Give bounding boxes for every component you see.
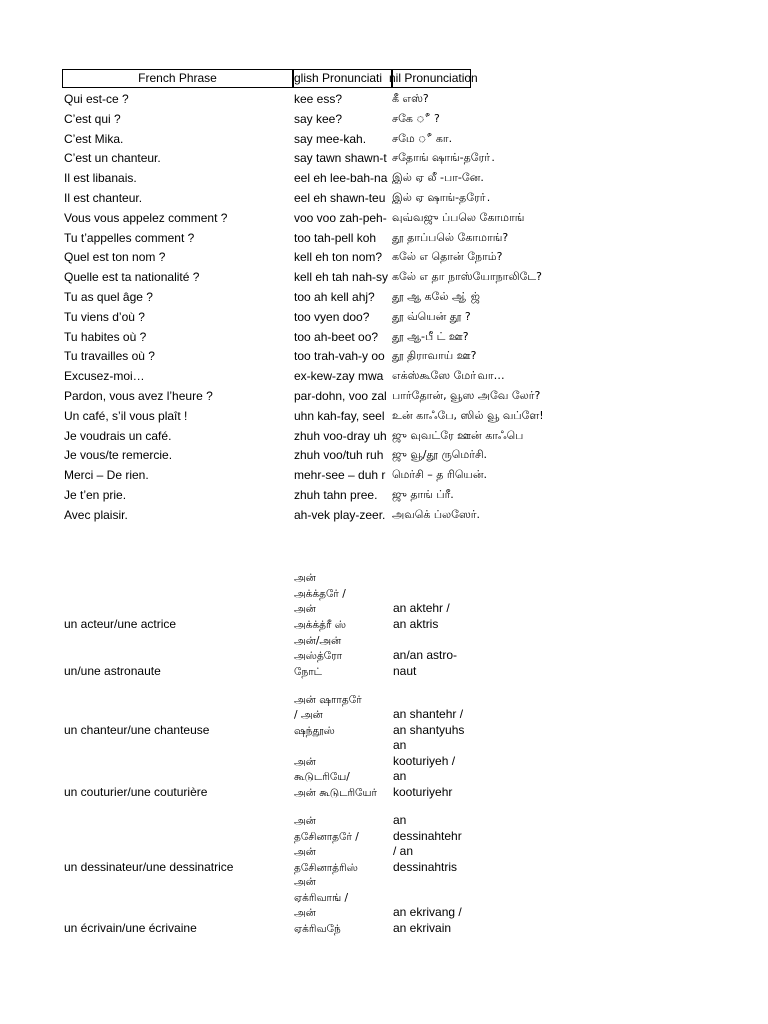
english-pronunciation-cell: mehr-see – duh r — [294, 468, 386, 483]
french-phrase-cell: Tu habites où ? — [64, 329, 147, 344]
french-phrase-cell: Il est libanais. — [64, 171, 137, 186]
english-pronunciation-cell: kell eh ton nom? — [294, 250, 383, 265]
table-row — [0, 485, 768, 505]
table-row — [0, 129, 768, 149]
tamil-pronunciation-cell: தூ ஆ கலே் ஆ் ஜ் — [392, 290, 480, 303]
french-phrase-cell: C’est qui ? — [64, 111, 121, 126]
english-pronunciation-cell: zhuh voo-dray uh — [294, 428, 387, 443]
english-pronunciation-cell: ah-vek play-zeer. — [294, 507, 386, 522]
table-row — [0, 327, 768, 347]
french-phrase-cell: Tu as quel âge ? — [64, 290, 153, 304]
french-phrase-cell: Je vous/te remercie. — [64, 448, 173, 463]
tamil-pronunciation-cell: சதோங் ஷாங்-தரோ். — [392, 151, 495, 165]
tamil-pronunciation-cell: சகே ீ ? — [392, 111, 440, 125]
profession-tamil-line: அஸ்த்ரோ — [294, 650, 343, 662]
profession-tamil-line: அன் — [294, 846, 316, 858]
tamil-pronunciation-cell: தூ வ்யென் தூ ? — [392, 309, 471, 323]
table-row — [0, 148, 768, 168]
english-pronunciation-cell: too ah kell ahj? — [294, 290, 375, 304]
english-pronunciation-cell: too vyen doo? — [294, 309, 370, 324]
tamil-pronunciation-cell: கலே் எ தொன் நோம்? — [392, 250, 503, 264]
french-phrase-cell: Tu t’appelles comment ? — [64, 230, 195, 245]
tamil-pronunciation-cell: சமே ீ கா. — [392, 131, 453, 145]
table-row — [0, 426, 768, 446]
profession-tamil-line: / அன் — [294, 709, 323, 721]
profession-english-line: dessinahtehr — [393, 828, 462, 843]
table-row — [0, 287, 768, 307]
profession-english-line: an aktehr / — [393, 601, 450, 615]
french-phrase-cell: Quel est ton nom ? — [64, 250, 166, 265]
english-pronunciation-cell: par-dohn, voo zal — [294, 389, 387, 403]
profession-tamil-line: அன் — [294, 755, 316, 768]
french-phrase-cell: C’est un chanteur. — [64, 151, 161, 166]
table-row — [0, 228, 768, 248]
french-phrase-cell: Je voudrais un café. — [64, 428, 172, 443]
french-phrase-cell: C’est Mika. — [64, 131, 124, 146]
english-pronunciation-cell: zhuh voo/tuh ruh — [294, 448, 384, 463]
table-row — [0, 307, 768, 327]
profession-tamil-line: ஏக்ரிவநே் — [294, 922, 341, 935]
profession-english-line: kooturiyeh / — [393, 753, 456, 768]
profession-french-cell: un dessinateur/une dessinatrice — [64, 859, 234, 874]
profession-english-line: an ekrivain — [393, 920, 452, 935]
table-row — [0, 89, 768, 109]
tamil-pronunciation-cell: உன் காஃபே, ஸில் வூ வப்ளே! — [392, 408, 544, 422]
tamil-pronunciation-cell: எக்ஸ்கூஸே மோ்வா… — [392, 369, 505, 383]
english-pronunciation-cell: voo voo zah-peh- — [294, 210, 387, 225]
tamil-pronunciation-cell: ஜு தாங் ப்ரீ. — [392, 488, 454, 501]
tamil-pronunciation-cell: பார்தோன், வூஸ அவே லேர்? — [392, 389, 541, 402]
french-phrase-cell: Je t’en prie. — [64, 488, 127, 502]
table-row — [0, 386, 768, 406]
profession-tamil-line: கூடுடரியே/ — [294, 771, 350, 783]
english-pronunciation-cell: say kee? — [294, 111, 343, 126]
tamil-pronunciation-cell: இல் ஏ லீ -பா-னே. — [392, 171, 484, 185]
english-pronunciation-cell: say tawn shawn-t — [294, 151, 387, 166]
french-phrase-cell: Qui est-ce ? — [64, 92, 129, 106]
profession-tamil-line: நோட் — [294, 665, 323, 678]
tamil-pronunciation-cell: தூ தாப்பலெ் கோமாங்? — [392, 230, 509, 244]
profession-tamil-line: அன் — [294, 572, 316, 584]
french-phrase-cell: Il est chanteur. — [64, 191, 143, 205]
profession-french-cell: un acteur/une actrice — [64, 616, 177, 631]
profession-french-cell: un chanteur/une chanteuse — [64, 722, 210, 737]
tamil-pronunciation-cell: ஜு வூ/தூ ருமெர்சி. — [392, 448, 488, 462]
english-pronunciation-cell: too tah-pell koh — [294, 230, 377, 245]
french-phrase-cell: Vous vous appelez comment ? — [64, 210, 228, 225]
profession-english-line: an — [393, 813, 407, 827]
header-tamil-pronunciation: nil Pronunciation — [392, 69, 471, 88]
profession-french-cell: un couturier/une couturière — [64, 784, 208, 799]
english-pronunciation-cell: kell eh tah nah-sy — [294, 270, 389, 285]
profession-english-line: an aktris — [393, 616, 439, 631]
english-pronunciation-cell: eel eh lee-bah-na — [294, 171, 388, 186]
profession-english-line: an — [393, 738, 407, 752]
profession-english-line: an — [393, 769, 407, 783]
profession-tamil-line: அன் — [294, 907, 316, 919]
profession-english-line: / an — [393, 844, 414, 858]
table-row — [0, 109, 768, 129]
tamil-pronunciation-cell: அவகெ் ப்லஸேர். — [392, 507, 481, 521]
english-pronunciation-cell: say mee-kah. — [294, 131, 367, 146]
french-phrase-cell: Excusez-moi… — [64, 369, 145, 384]
header-english-pronunciation: glish Pronunciati — [293, 69, 392, 88]
table-row — [0, 406, 768, 426]
tamil-pronunciation-cell: கலே் எ தா நாஸ்யோநாலிடே? — [392, 270, 542, 284]
profession-tamil-line: தசேினாதரே் / — [294, 830, 359, 843]
profession-tamil-line: அன் ஷாாதரே் — [294, 693, 362, 706]
english-pronunciation-cell: zhuh tahn pree. — [294, 488, 378, 502]
table-row — [0, 267, 768, 287]
tamil-pronunciation-cell: ஜு வுவட்ரே ஊன் காஃபெ — [392, 428, 524, 442]
profession-english-line: dessinahtris — [393, 859, 458, 874]
tamil-pronunciation-cell: தூ திராவாய் ஊ? — [392, 349, 477, 363]
profession-english-line: an shantehr / — [393, 707, 464, 721]
profession-tamil-line: அன் — [294, 876, 316, 888]
profession-tamil-line: அன் கூடுடரியேர் — [294, 786, 377, 799]
profession-english-line: naut — [393, 663, 417, 678]
profession-french-cell: un écrivain/une écrivaine — [64, 920, 197, 935]
table-row — [0, 346, 768, 366]
profession-english-line: kooturiyehr — [393, 784, 453, 799]
french-phrase-cell: Quelle est ta nationalité ? — [64, 270, 200, 285]
table-row — [0, 188, 768, 208]
profession-tamil-line: அன் — [294, 815, 316, 827]
profession-tamil-line: ஏக்ரிவாங் / — [294, 891, 349, 904]
table-row — [0, 168, 768, 188]
profession-tamil-line: ஷந்தூஸ் — [294, 724, 335, 737]
tamil-pronunciation-cell: மெர்சி – த ரியென். — [392, 468, 488, 482]
tamil-pronunciation-cell: வுவ்வஜு ப்பலெ கோமாங் — [392, 210, 525, 224]
table-row — [0, 247, 768, 267]
french-phrase-cell: Un café, s’il vous plaît ! — [64, 408, 188, 423]
profession-tamil-line: அக்க்தரே் / — [294, 587, 346, 600]
english-pronunciation-cell: uhn kah-fay, seel — [294, 408, 385, 423]
french-phrase-cell: Tu travailles où ? — [64, 349, 155, 364]
french-phrase-cell: Tu viens d’où ? — [64, 309, 145, 324]
english-pronunciation-cell: too ah-beet oo? — [294, 329, 379, 344]
profession-tamil-line: அன்/அன் — [294, 634, 342, 647]
profession-tamil-line: அன் — [294, 603, 316, 615]
profession-english-line: an ekrivang / — [393, 905, 462, 919]
english-pronunciation-cell: too trah-vah-y oo — [294, 349, 385, 364]
profession-tamil-line: தசேினாத்ரிஸ் — [294, 861, 358, 874]
table-row — [0, 445, 768, 465]
profession-english-line: an/an astro- — [393, 648, 458, 662]
table-row — [0, 465, 768, 485]
table-row — [0, 208, 768, 228]
english-pronunciation-cell: eel eh shawn-teu — [294, 191, 386, 205]
french-phrase-cell: Avec plaisir. — [64, 507, 128, 522]
profession-french-cell: un/une astronaute — [64, 663, 161, 678]
profession-english-line: an shantyuhs — [393, 722, 465, 737]
english-pronunciation-cell: kee ess? — [294, 92, 343, 106]
english-pronunciation-cell: ex-kew-zay mwa — [294, 369, 384, 384]
tamil-pronunciation-cell: இல் ஏ ஷாங்-தரோ். — [392, 191, 491, 204]
profession-tamil-line: அக்க்த்ரீ ஸ் — [294, 618, 346, 631]
french-phrase-cell: Merci – De rien. — [64, 468, 149, 483]
tamil-pronunciation-cell: தூ ஆ-பீ ட் ஊ? — [392, 329, 469, 343]
tamil-pronunciation-cell: கீ எஸ்? — [392, 92, 429, 105]
table-row — [0, 366, 768, 386]
header-french-phrase: French Phrase — [62, 69, 293, 88]
french-phrase-cell: Pardon, vous avez l’heure ? — [64, 389, 213, 403]
table-row — [0, 505, 768, 525]
